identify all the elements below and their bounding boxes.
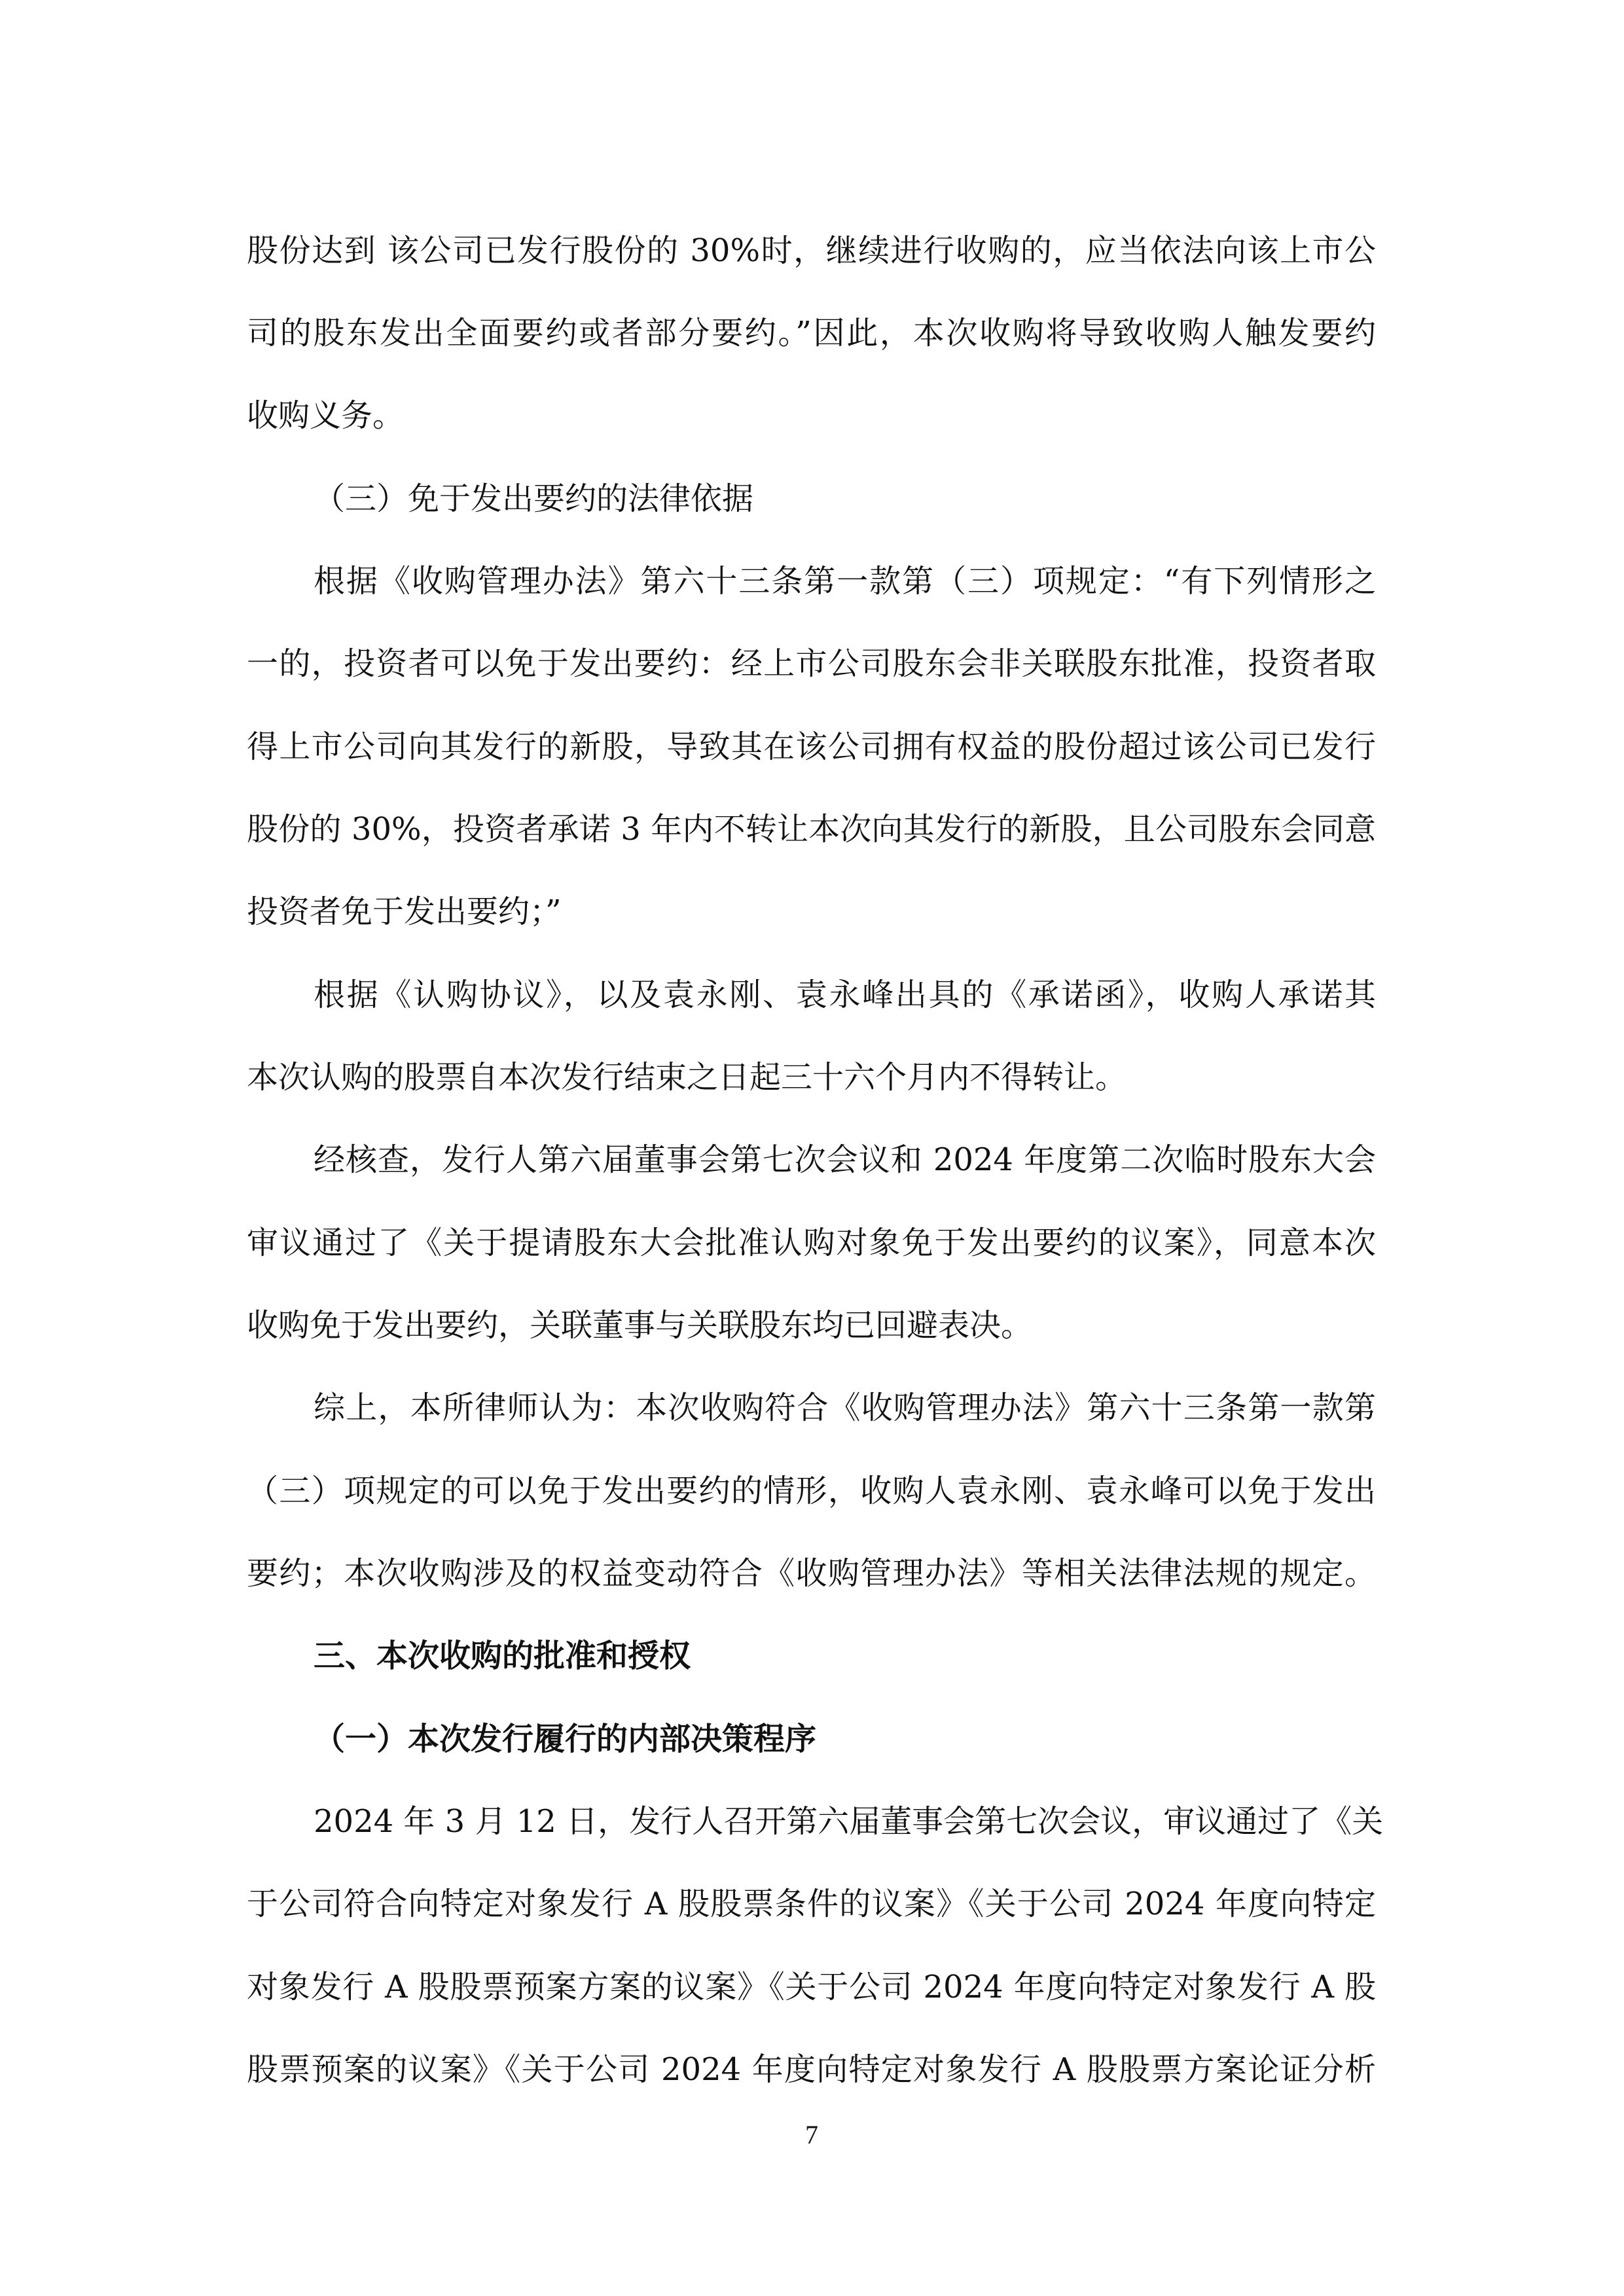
- body-text-line: 2024 年 3 月 12 日，发行人召开第六届董事会第七次会议，审议通过了《关: [314, 1803, 1384, 1840]
- page-number: 7: [805, 2120, 818, 2149]
- body-text-line: 综上，本所律师认为：本次收购符合《收购管理办法》第六十三条第一款第: [314, 1390, 1376, 1426]
- body-text-line: 一的，投资者可以免于发出要约：经上市公司股东会非关联股东批准，投资者取: [247, 645, 1376, 682]
- body-text-line: 收购免于发出要约，关联董事与关联股东均已回避表决。: [247, 1307, 1033, 1344]
- subsection-heading: （一）本次发行履行的内部决策程序: [314, 1721, 817, 1757]
- body-text-line: 根据《认购协议》，以及袁永刚、袁永峰出具的《承诺函》，收购人承诺其: [314, 977, 1376, 1013]
- body-text-line: （三）项规定的可以免于发出要约的情形，收购人袁永刚、袁永峰可以免于发出: [247, 1473, 1376, 1509]
- body-text-line: 司的股东发出全面要约或者部分要约。”因此，本次收购将导致收购人触发要约: [247, 315, 1376, 351]
- body-text-line: 根据《收购管理办法》第六十三条第一款第（三）项规定：“有下列情形之: [314, 563, 1376, 600]
- body-text-line: 股票预案的议案》《关于公司 2024 年度向特定对象发行 A 股股票方案论证分析: [247, 2051, 1376, 2088]
- body-text-line: 经核查，发行人第六届董事会第七次会议和 2024 年度第二次临时股东大会: [314, 1141, 1376, 1178]
- body-text-line: 股份的 30%，投资者承诺 3 年内不转让本次向其发行的新股，且公司股东会同意: [247, 811, 1376, 848]
- body-text-line: 投资者免于发出要约；”: [247, 893, 562, 930]
- body-text-line: 股份达到 该公司已发行股份的 30%时，继续进行收购的，应当依法向该上市公: [247, 232, 1376, 269]
- body-text-line: 得上市公司向其发行的新股，导致其在该公司拥有权益的股份超过该公司已发行: [247, 728, 1376, 765]
- body-text-line: 要约；本次收购涉及的权益变动符合《收购管理办法》等相关法律法规的规定。: [247, 1555, 1376, 1592]
- body-text-line: 本次认购的股票自本次发行结束之日起三十六个月内不得转让。: [247, 1059, 1127, 1096]
- body-text-line: 对象发行 A 股股票预案方案的议案》《关于公司 2024 年度向特定对象发行 A 股: [247, 1969, 1376, 2005]
- subsection-heading: （三）免于发出要约的法律依据: [314, 480, 754, 517]
- body-text-line: 于公司符合向特定对象发行 A 股股票条件的议案》《关于公司 2024 年度向特定: [247, 1886, 1376, 1922]
- section-heading: 三、本次收购的批准和授权: [314, 1638, 691, 1674]
- body-text-line: 收购义务。: [247, 397, 405, 434]
- body-text-line: 审议通过了《关于提请股东大会批准认购对象免于发出要约的议案》，同意本次: [247, 1225, 1376, 1261]
